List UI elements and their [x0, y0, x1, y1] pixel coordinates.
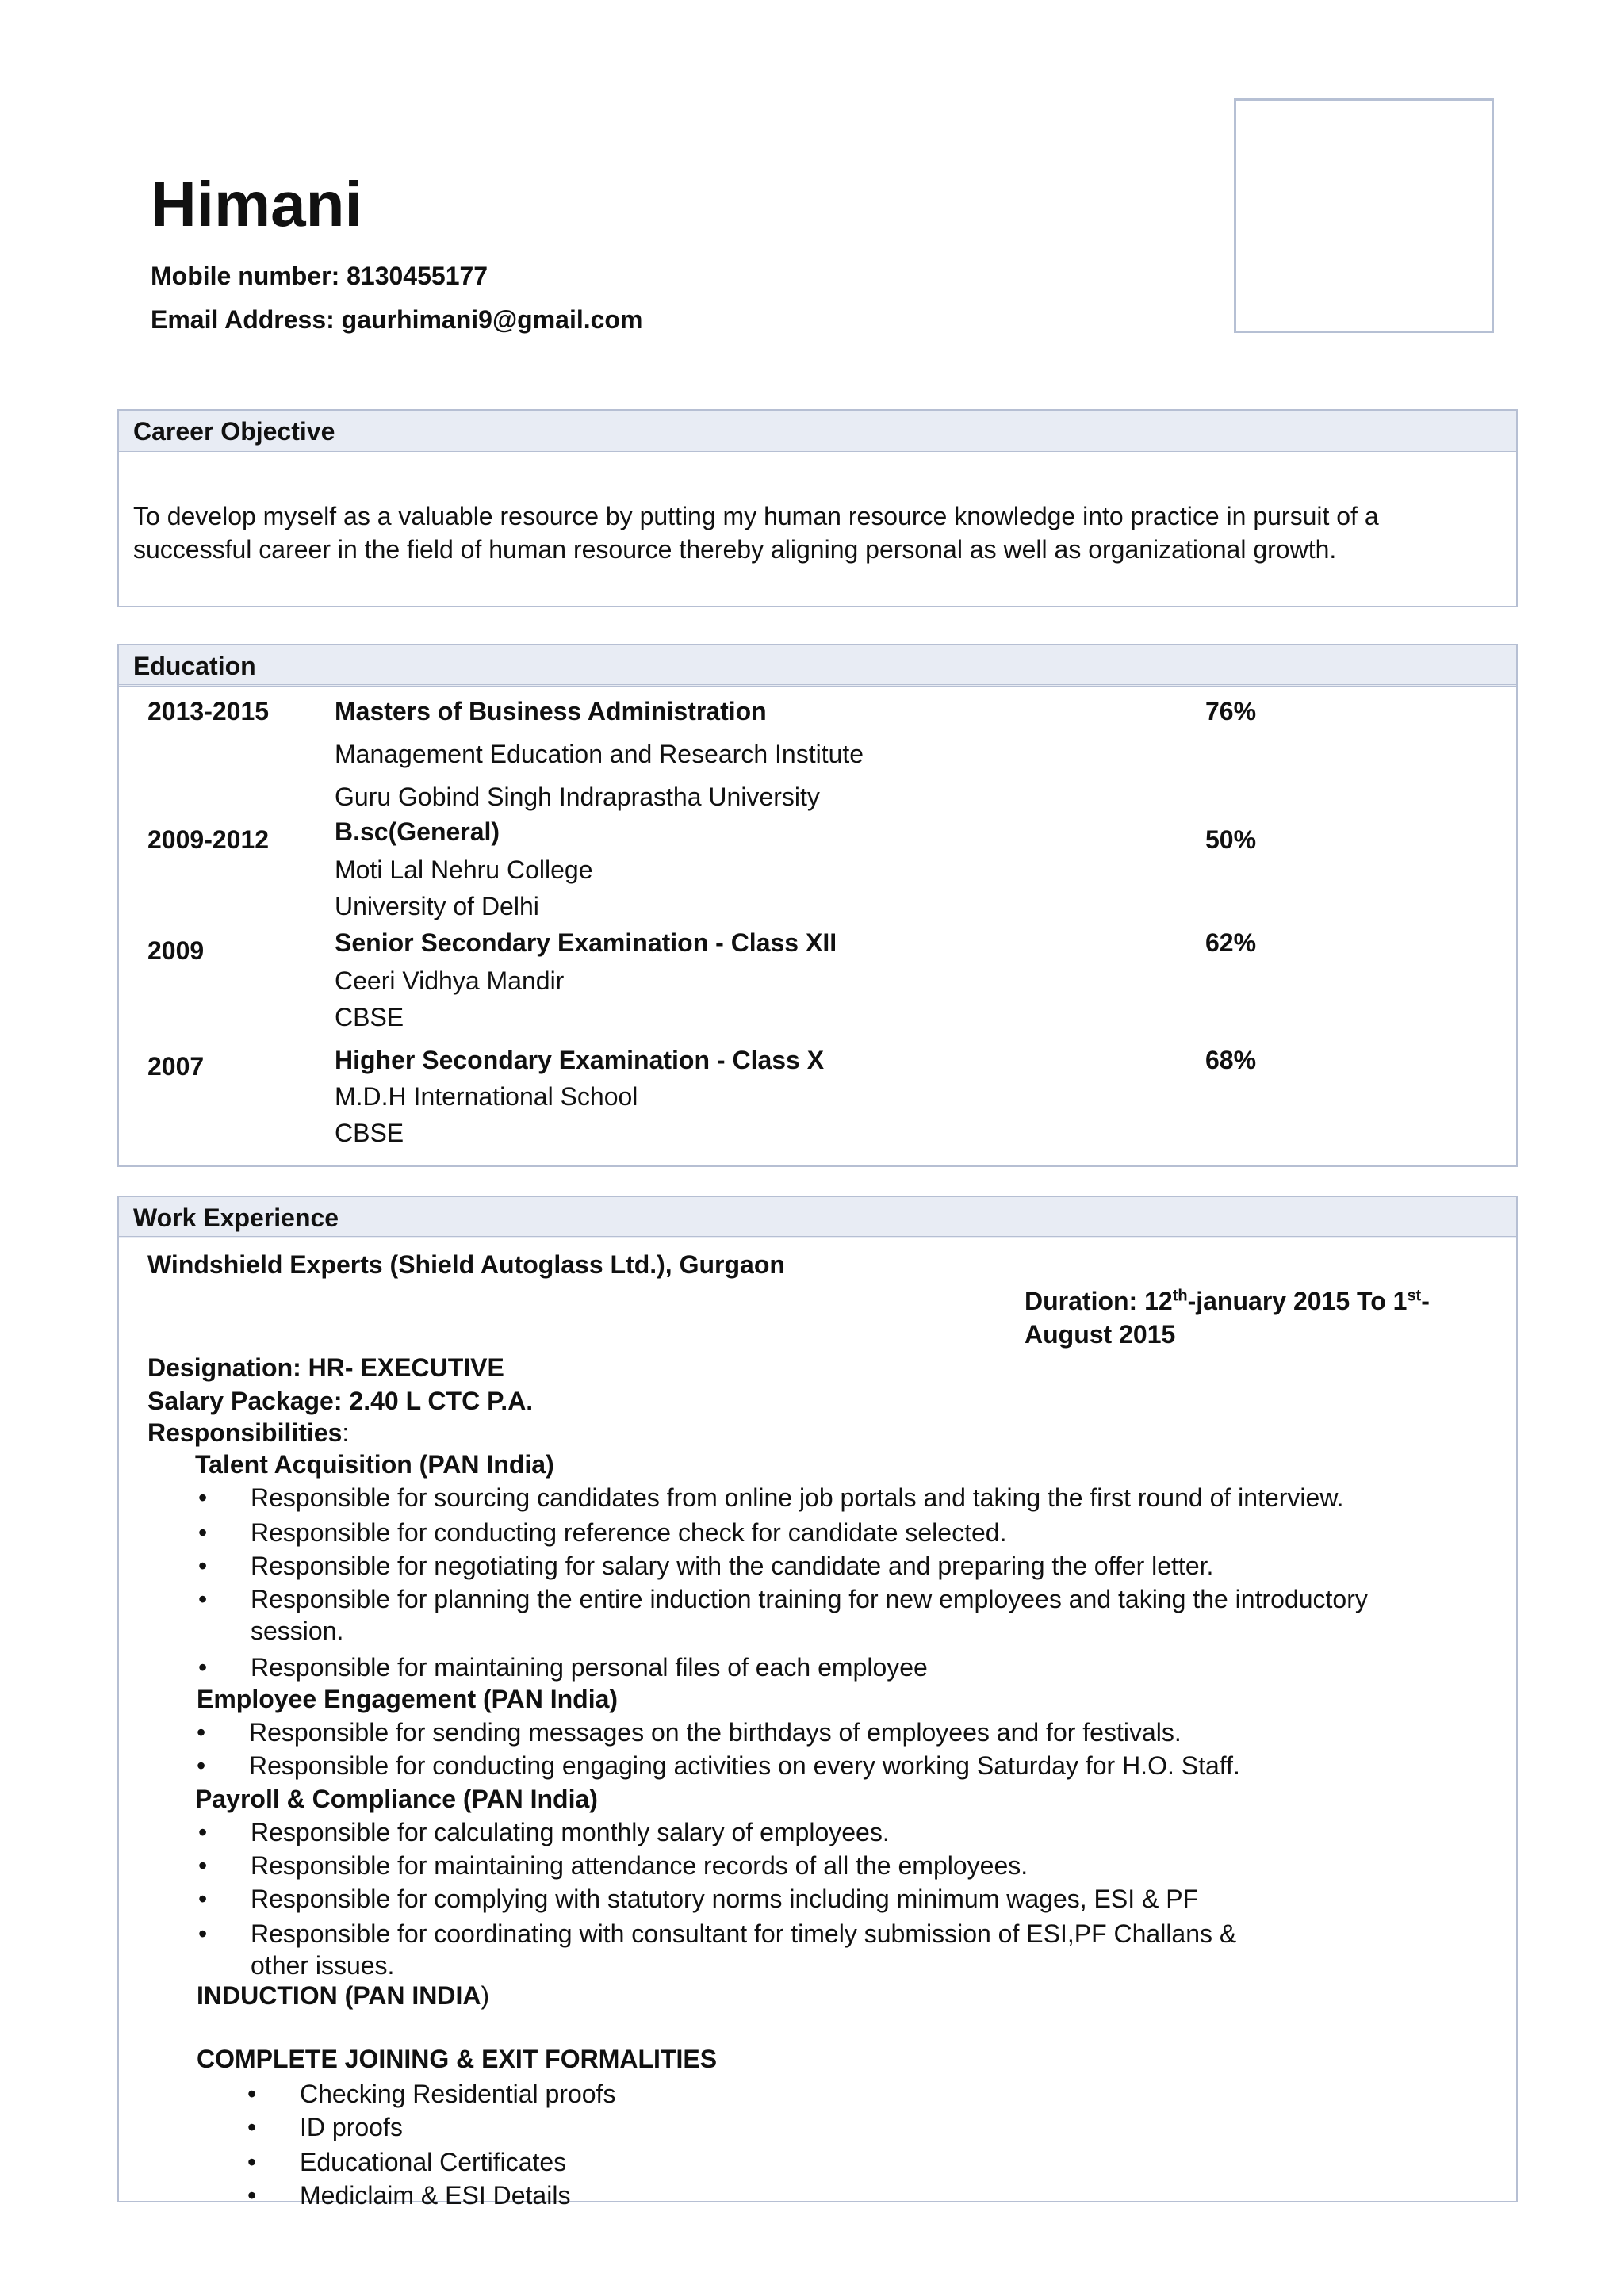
- edu-score: 68%: [1205, 1046, 1257, 1074]
- designation: Designation: HR- EXECUTIVE: [147, 1353, 504, 1382]
- edu-institute: Moti Lal Nehru College: [335, 855, 593, 884]
- edu-score: 62%: [1205, 928, 1257, 957]
- candidate-name: Himani: [151, 169, 362, 239]
- email-address: Email Address: gaurhimani9@gmail.com: [151, 305, 643, 334]
- edu-institute: Ceeri Vidhya Mandir: [335, 966, 565, 995]
- talent-acquisition-heading: Talent Acquisition (PAN India): [195, 1450, 554, 1479]
- edu-degree: Senior Secondary Examination - Class XII: [335, 928, 837, 957]
- objective-line-1: To develop myself as a valuable resource by putting my human resource knowledge into practice in pursuit of a: [133, 502, 1379, 530]
- salary-package: Salary Package: 2.40 L CTC P.A.: [147, 1387, 534, 1415]
- section-title: Work Experience: [119, 1197, 1516, 1238]
- edu-degree: B.sc(General): [335, 817, 500, 846]
- education-section: [117, 644, 1518, 1167]
- section-title: Career Objective: [119, 411, 1516, 452]
- edu-university: University of Delhi: [335, 892, 539, 920]
- edu-degree: Masters of Business Administration: [335, 697, 767, 725]
- payroll-compliance-heading: Payroll & Compliance (PAN India): [195, 1785, 598, 1813]
- edu-institute: Management Education and Research Institute: [335, 740, 864, 768]
- edu-institute: M.D.H International School: [335, 1082, 638, 1111]
- edu-year: 2009: [147, 936, 205, 965]
- list-item-continuation: other issues.: [251, 1951, 395, 1980]
- induction-heading: INDUCTION (PAN INDIA): [197, 1981, 490, 2010]
- edu-board: CBSE: [335, 1003, 404, 1031]
- list-item-continuation: session.: [251, 1617, 344, 1645]
- duration-end: August 2015: [1025, 1320, 1176, 1349]
- edu-board: CBSE: [335, 1119, 404, 1147]
- objective-line-2: successful career in the field of human resource thereby aligning personal as well as organizational growth.: [133, 535, 1337, 564]
- work-experience-section: Work Experience Windshield Experts (Shield Autoglass Ltd.), Gurgaon Duration: 12th-january 2015 To 1st- August 2015 Designation: HR- EXECUTIVE Salary Package: 2.40 L CTC P.A. Responsibilities: Talent Acquisition (PAN India) • Responsible for sourcing candidates from online job portals and taking the first round of interview. • Responsible for conducting reference check for candidate selected. • Responsible for negotiating for salary with the candidate and preparing the offer letter. • Responsible for planning the entire induction training for new employees and taking the introductory session. • Responsible for maintaining personal files of each employee Employee Engagement (PAN India) • Responsible for sending messages on the birthdays of employees and for festivals. • Responsible for conducting engaging activities on every working Saturday for H.O. Staff. Payroll & Compliance (PAN India) • Responsible for calculating monthly salary of employees. • Responsible for maintaining attendance records of all the employees. • Responsible for complying with statutory norms including minimum wages, ESI & PF • Responsible for coordinating with consultant for timely submission of ESI,PF Challans & other issues. INDUCTION (PAN INDIA) COMPLETE JOINING & EXIT FORMALITIES • Checking Residential proofs • ID proofs • Educational Certificates • Mediclaim & ESI Details: [117, 1196, 1518, 2202]
- responsibilities-label: Responsibilities:: [147, 1418, 350, 1447]
- edu-score: 76%: [1205, 697, 1257, 725]
- joining-exit-heading: COMPLETE JOINING & EXIT FORMALITIES: [197, 2045, 718, 2073]
- employee-engagement-heading: Employee Engagement (PAN India): [197, 1685, 619, 1713]
- section-title: Education: [119, 645, 1516, 687]
- edu-year: 2007: [147, 1052, 205, 1081]
- duration: Duration: 12th-january 2015 To 1st-: [1025, 1287, 1430, 1315]
- photo-placeholder: [1234, 98, 1494, 333]
- edu-year: 2009-2012: [147, 825, 270, 854]
- edu-year: 2013-2015: [147, 697, 270, 725]
- edu-score: 50%: [1205, 825, 1257, 854]
- company-name: Windshield Experts (Shield Autoglass Ltd.), Gurgaon: [147, 1250, 785, 1279]
- career-objective-section: [117, 409, 1518, 607]
- mobile-number: Mobile number: 8130455177: [151, 262, 488, 290]
- edu-degree: Higher Secondary Examination - Class X: [335, 1046, 825, 1074]
- edu-university: Guru Gobind Singh Indraprastha University: [335, 783, 820, 811]
